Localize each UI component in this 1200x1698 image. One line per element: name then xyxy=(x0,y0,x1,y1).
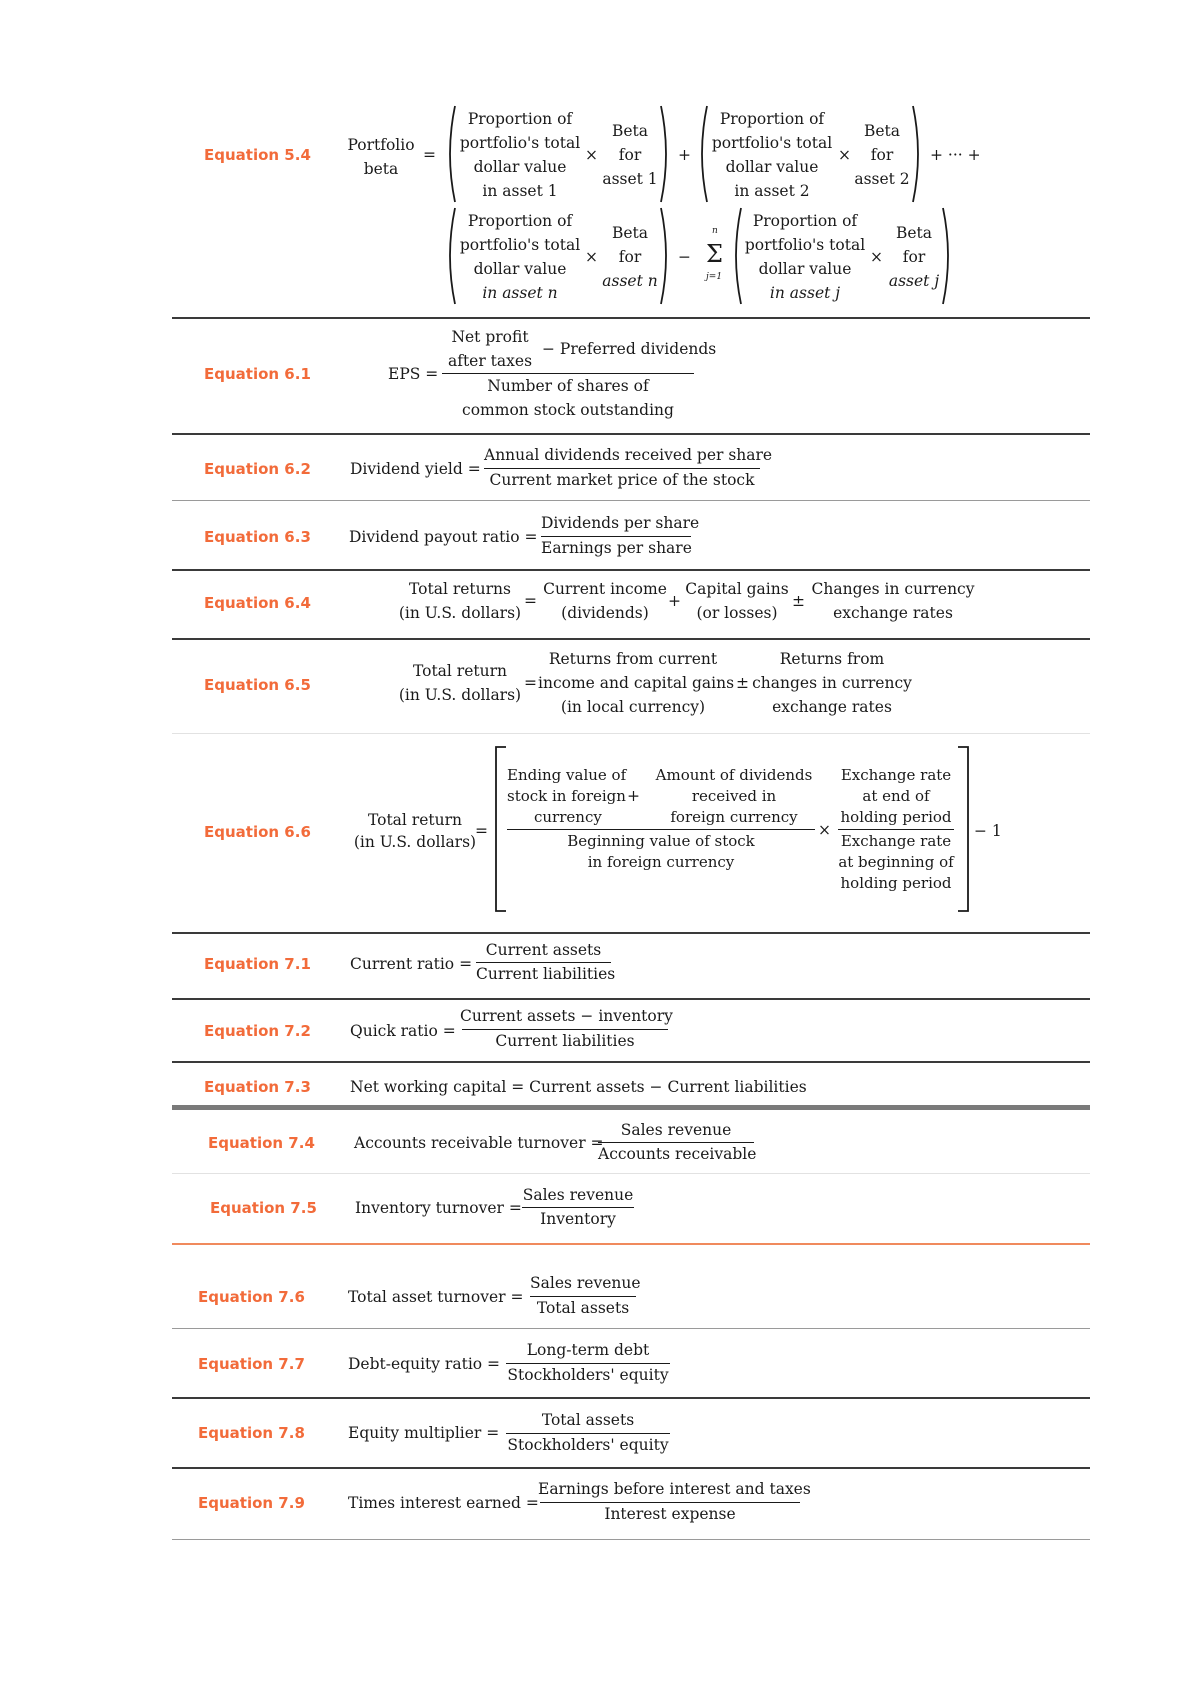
numerator-minus: − Preferred dividends xyxy=(542,340,717,358)
term-line: income and capital gains xyxy=(538,674,735,692)
equation-divider xyxy=(172,500,1090,501)
equation-label: Equation 6.5 xyxy=(204,676,311,694)
equation-label: Equation 7.2 xyxy=(204,1022,311,1040)
equation-divider xyxy=(172,1539,1090,1540)
equation-divider xyxy=(172,569,1090,571)
sum-upper: n xyxy=(712,226,718,236)
equation-divider xyxy=(172,1105,1090,1110)
fraction-bar xyxy=(522,1207,634,1208)
term-line: dollar value xyxy=(758,260,852,278)
term-line: dollar value xyxy=(725,158,819,176)
lhs-line: Total returns xyxy=(409,580,511,598)
equation-divider xyxy=(172,1243,1090,1245)
term-line: Returns from current xyxy=(548,650,718,668)
beta-line: asset j xyxy=(888,272,940,290)
rate-numerator-line: at end of xyxy=(862,787,930,805)
term-line: changes in currency xyxy=(752,674,912,692)
fraction-bar xyxy=(462,1029,668,1030)
bracket-right xyxy=(956,746,970,912)
lhs: Inventory turnover = xyxy=(355,1199,522,1217)
denominator: Stockholders' equity xyxy=(507,1436,669,1454)
equals-sign: = xyxy=(524,674,537,692)
minus-sign: − xyxy=(678,248,691,266)
term-line: exchange rates xyxy=(772,698,892,716)
beta-line: Beta xyxy=(863,122,901,140)
term-line: (dividends) xyxy=(561,604,649,622)
numerator-b-line: received in xyxy=(691,787,777,805)
numerator: Sales revenue xyxy=(530,1274,641,1292)
fraction-bar xyxy=(540,1502,800,1503)
term-line: portfolio's total xyxy=(711,134,833,152)
fraction-bar xyxy=(541,536,691,537)
sum-symbol: Σ xyxy=(706,240,723,268)
equation-text: Net working capital = Current assets − Current liabilities xyxy=(350,1078,807,1096)
fraction-bar xyxy=(506,1433,670,1434)
numerator-a-line: currency xyxy=(534,808,602,826)
beta-line: Beta xyxy=(611,224,649,242)
term-line: exchange rates xyxy=(833,604,953,622)
equals-sign: = xyxy=(524,592,537,610)
beta-line: asset 1 xyxy=(602,170,658,188)
equals-sign: = xyxy=(475,822,488,840)
lhs: Quick ratio = xyxy=(350,1022,456,1040)
denominator: Current liabilities xyxy=(476,965,616,983)
term-line: (in local currency) xyxy=(560,698,706,716)
times-sign: × xyxy=(585,146,598,164)
sum-lower: j=1 xyxy=(706,272,723,282)
term-line: portfolio's total xyxy=(744,236,866,254)
term-line: portfolio's total xyxy=(459,134,581,152)
plus-minus-sign: ± xyxy=(736,674,749,692)
fraction-bar xyxy=(442,373,694,374)
rate-denominator-line: holding period xyxy=(840,874,952,892)
beta-line: for xyxy=(618,248,642,266)
equation-label: Equation 6.2 xyxy=(204,460,311,478)
numerator: Earnings before interest and taxes xyxy=(538,1480,811,1498)
term-line: portfolio's total xyxy=(459,236,581,254)
numerator: Long-term debt xyxy=(526,1341,650,1359)
equation-label: Equation 6.1 xyxy=(204,365,311,383)
rate-numerator-line: Exchange rate xyxy=(840,766,952,784)
equation-divider xyxy=(172,433,1090,435)
equation-label: Equation 7.8 xyxy=(198,1424,305,1442)
fraction-bar xyxy=(476,962,611,963)
plus-sign: + xyxy=(627,787,640,805)
denominator: Stockholders' equity xyxy=(507,1366,669,1384)
lhs: Total asset turnover = xyxy=(348,1288,524,1306)
fraction-bar xyxy=(484,468,760,469)
term-line: in asset 2 xyxy=(734,182,810,200)
fraction-bar xyxy=(530,1296,636,1297)
numerator-a-line: Ending value of xyxy=(507,766,627,784)
numerator: Annual dividends received per share xyxy=(484,446,773,464)
denominator: Earnings per share xyxy=(541,539,692,557)
fraction-bar xyxy=(838,829,954,830)
term-line: Current income xyxy=(543,580,667,598)
term-line: in asset 1 xyxy=(482,182,558,200)
times-sign: × xyxy=(585,248,598,266)
numerator: Current assets xyxy=(485,941,602,959)
lhs: EPS = xyxy=(388,365,439,383)
denominator: Current market price of the stock xyxy=(489,471,755,489)
numerator-line: Net profit xyxy=(451,328,529,346)
lhs: Dividend yield = xyxy=(350,460,481,478)
equation-label: Equation 7.3 xyxy=(204,1078,311,1096)
term-line: Returns from xyxy=(779,650,885,668)
term-line: dollar value xyxy=(473,158,567,176)
plus-sign: + xyxy=(678,146,691,164)
denominator-line: common stock outstanding xyxy=(462,401,674,419)
times-sign: × xyxy=(838,146,851,164)
numerator: Current assets − inventory xyxy=(460,1007,673,1025)
equation-label: Equation 7.1 xyxy=(204,955,311,973)
paren-right xyxy=(658,206,674,306)
plus-sign: + xyxy=(668,592,681,610)
equation-label: Equation 7.7 xyxy=(198,1355,305,1373)
term-line: Capital gains xyxy=(685,580,789,598)
term-line: in asset n xyxy=(482,284,558,302)
term-line: (or losses) xyxy=(696,604,778,622)
equation-label: Equation 7.4 xyxy=(208,1134,315,1152)
equation-label: Equation 6.4 xyxy=(204,594,311,612)
lhs-line: Total return xyxy=(367,811,462,829)
paren-right xyxy=(940,206,956,306)
term-line: Proportion of xyxy=(467,212,573,230)
equation-label: Equation 6.3 xyxy=(204,528,311,546)
bracket-left xyxy=(494,746,508,912)
lhs: Accounts receivable turnover = xyxy=(354,1134,604,1152)
numerator-line: after taxes xyxy=(447,352,533,370)
term-line: Proportion of xyxy=(752,212,858,230)
beta-line: Beta xyxy=(611,122,649,140)
rate-denominator-line: Exchange rate xyxy=(840,832,952,850)
denominator: Interest expense xyxy=(604,1505,736,1523)
lhs: Dividend payout ratio = xyxy=(349,528,538,546)
equation-divider xyxy=(172,317,1090,319)
numerator-b-line: Amount of dividends xyxy=(655,766,813,784)
beta-line: asset 2 xyxy=(854,170,910,188)
equation-divider xyxy=(172,638,1090,640)
term-line: Proportion of xyxy=(719,110,825,128)
paren-right xyxy=(658,104,674,204)
denominator: Inventory xyxy=(540,1210,616,1228)
lhs-line: (in U.S. dollars) xyxy=(398,604,522,622)
rate-denominator-line: at beginning of xyxy=(838,853,954,871)
lhs: Times interest earned = xyxy=(348,1494,539,1512)
denominator: Total assets xyxy=(536,1299,630,1317)
beta-line: for xyxy=(902,248,926,266)
term-line: Proportion of xyxy=(467,110,573,128)
term-line: dollar value xyxy=(473,260,567,278)
lhs-line: (in U.S. dollars) xyxy=(398,686,522,704)
equals-sign: = xyxy=(423,146,436,164)
term-line: in asset j xyxy=(769,284,841,302)
equation-label: Equation 5.4 xyxy=(204,146,311,164)
numerator: Sales revenue xyxy=(522,1186,634,1204)
plus-minus-sign: ± xyxy=(792,592,805,610)
numerator: Dividends per share xyxy=(541,514,700,532)
numerator-b-line: foreign currency xyxy=(670,808,798,826)
denominator: Current liabilities xyxy=(495,1032,635,1050)
lhs-portfolio: Portfolio xyxy=(347,136,415,154)
rate-numerator-line: holding period xyxy=(840,808,952,826)
equation-label: Equation 7.6 xyxy=(198,1288,305,1306)
equation-divider xyxy=(172,932,1090,934)
term-line: Changes in currency xyxy=(811,580,975,598)
lhs-beta: beta xyxy=(363,160,399,178)
times-sign: × xyxy=(818,821,831,839)
paren-right xyxy=(910,104,926,204)
numerator: Sales revenue xyxy=(620,1121,732,1139)
equation-label: Equation 7.9 xyxy=(198,1494,305,1512)
equation-label: Equation 6.6 xyxy=(204,823,311,841)
equation-label: Equation 7.5 xyxy=(210,1199,317,1217)
continuation-dots: + ··· + xyxy=(930,146,981,164)
denominator-line: in foreign currency xyxy=(587,853,735,871)
minus-one: − 1 xyxy=(974,822,1002,840)
denominator: Accounts receivable xyxy=(598,1145,757,1163)
fraction-bar xyxy=(507,829,815,830)
denominator-line: Number of shares of xyxy=(487,377,649,395)
lhs: Current ratio = xyxy=(350,955,473,973)
denominator-line: Beginning value of stock xyxy=(567,832,755,850)
equation-divider xyxy=(172,1173,1090,1174)
numerator-a-line: stock in foreign xyxy=(507,787,626,805)
numerator: Total assets xyxy=(541,1411,635,1429)
times-sign: × xyxy=(870,248,883,266)
beta-line: for xyxy=(870,146,894,164)
lhs-line: Total return xyxy=(412,662,507,680)
fraction-bar xyxy=(506,1363,670,1364)
beta-line: asset n xyxy=(602,272,658,290)
fraction-bar xyxy=(598,1142,754,1143)
equation-divider xyxy=(172,1061,1090,1063)
equation-divider xyxy=(172,998,1090,1000)
beta-line: Beta xyxy=(895,224,933,242)
equation-divider xyxy=(172,1328,1090,1329)
lhs-line: (in U.S. dollars) xyxy=(353,833,477,851)
equation-divider xyxy=(172,733,1090,734)
equation-divider xyxy=(172,1467,1090,1469)
equation-divider xyxy=(172,1397,1090,1399)
lhs: Equity multiplier = xyxy=(348,1424,500,1442)
beta-line: for xyxy=(618,146,642,164)
lhs: Debt-equity ratio = xyxy=(348,1355,501,1373)
